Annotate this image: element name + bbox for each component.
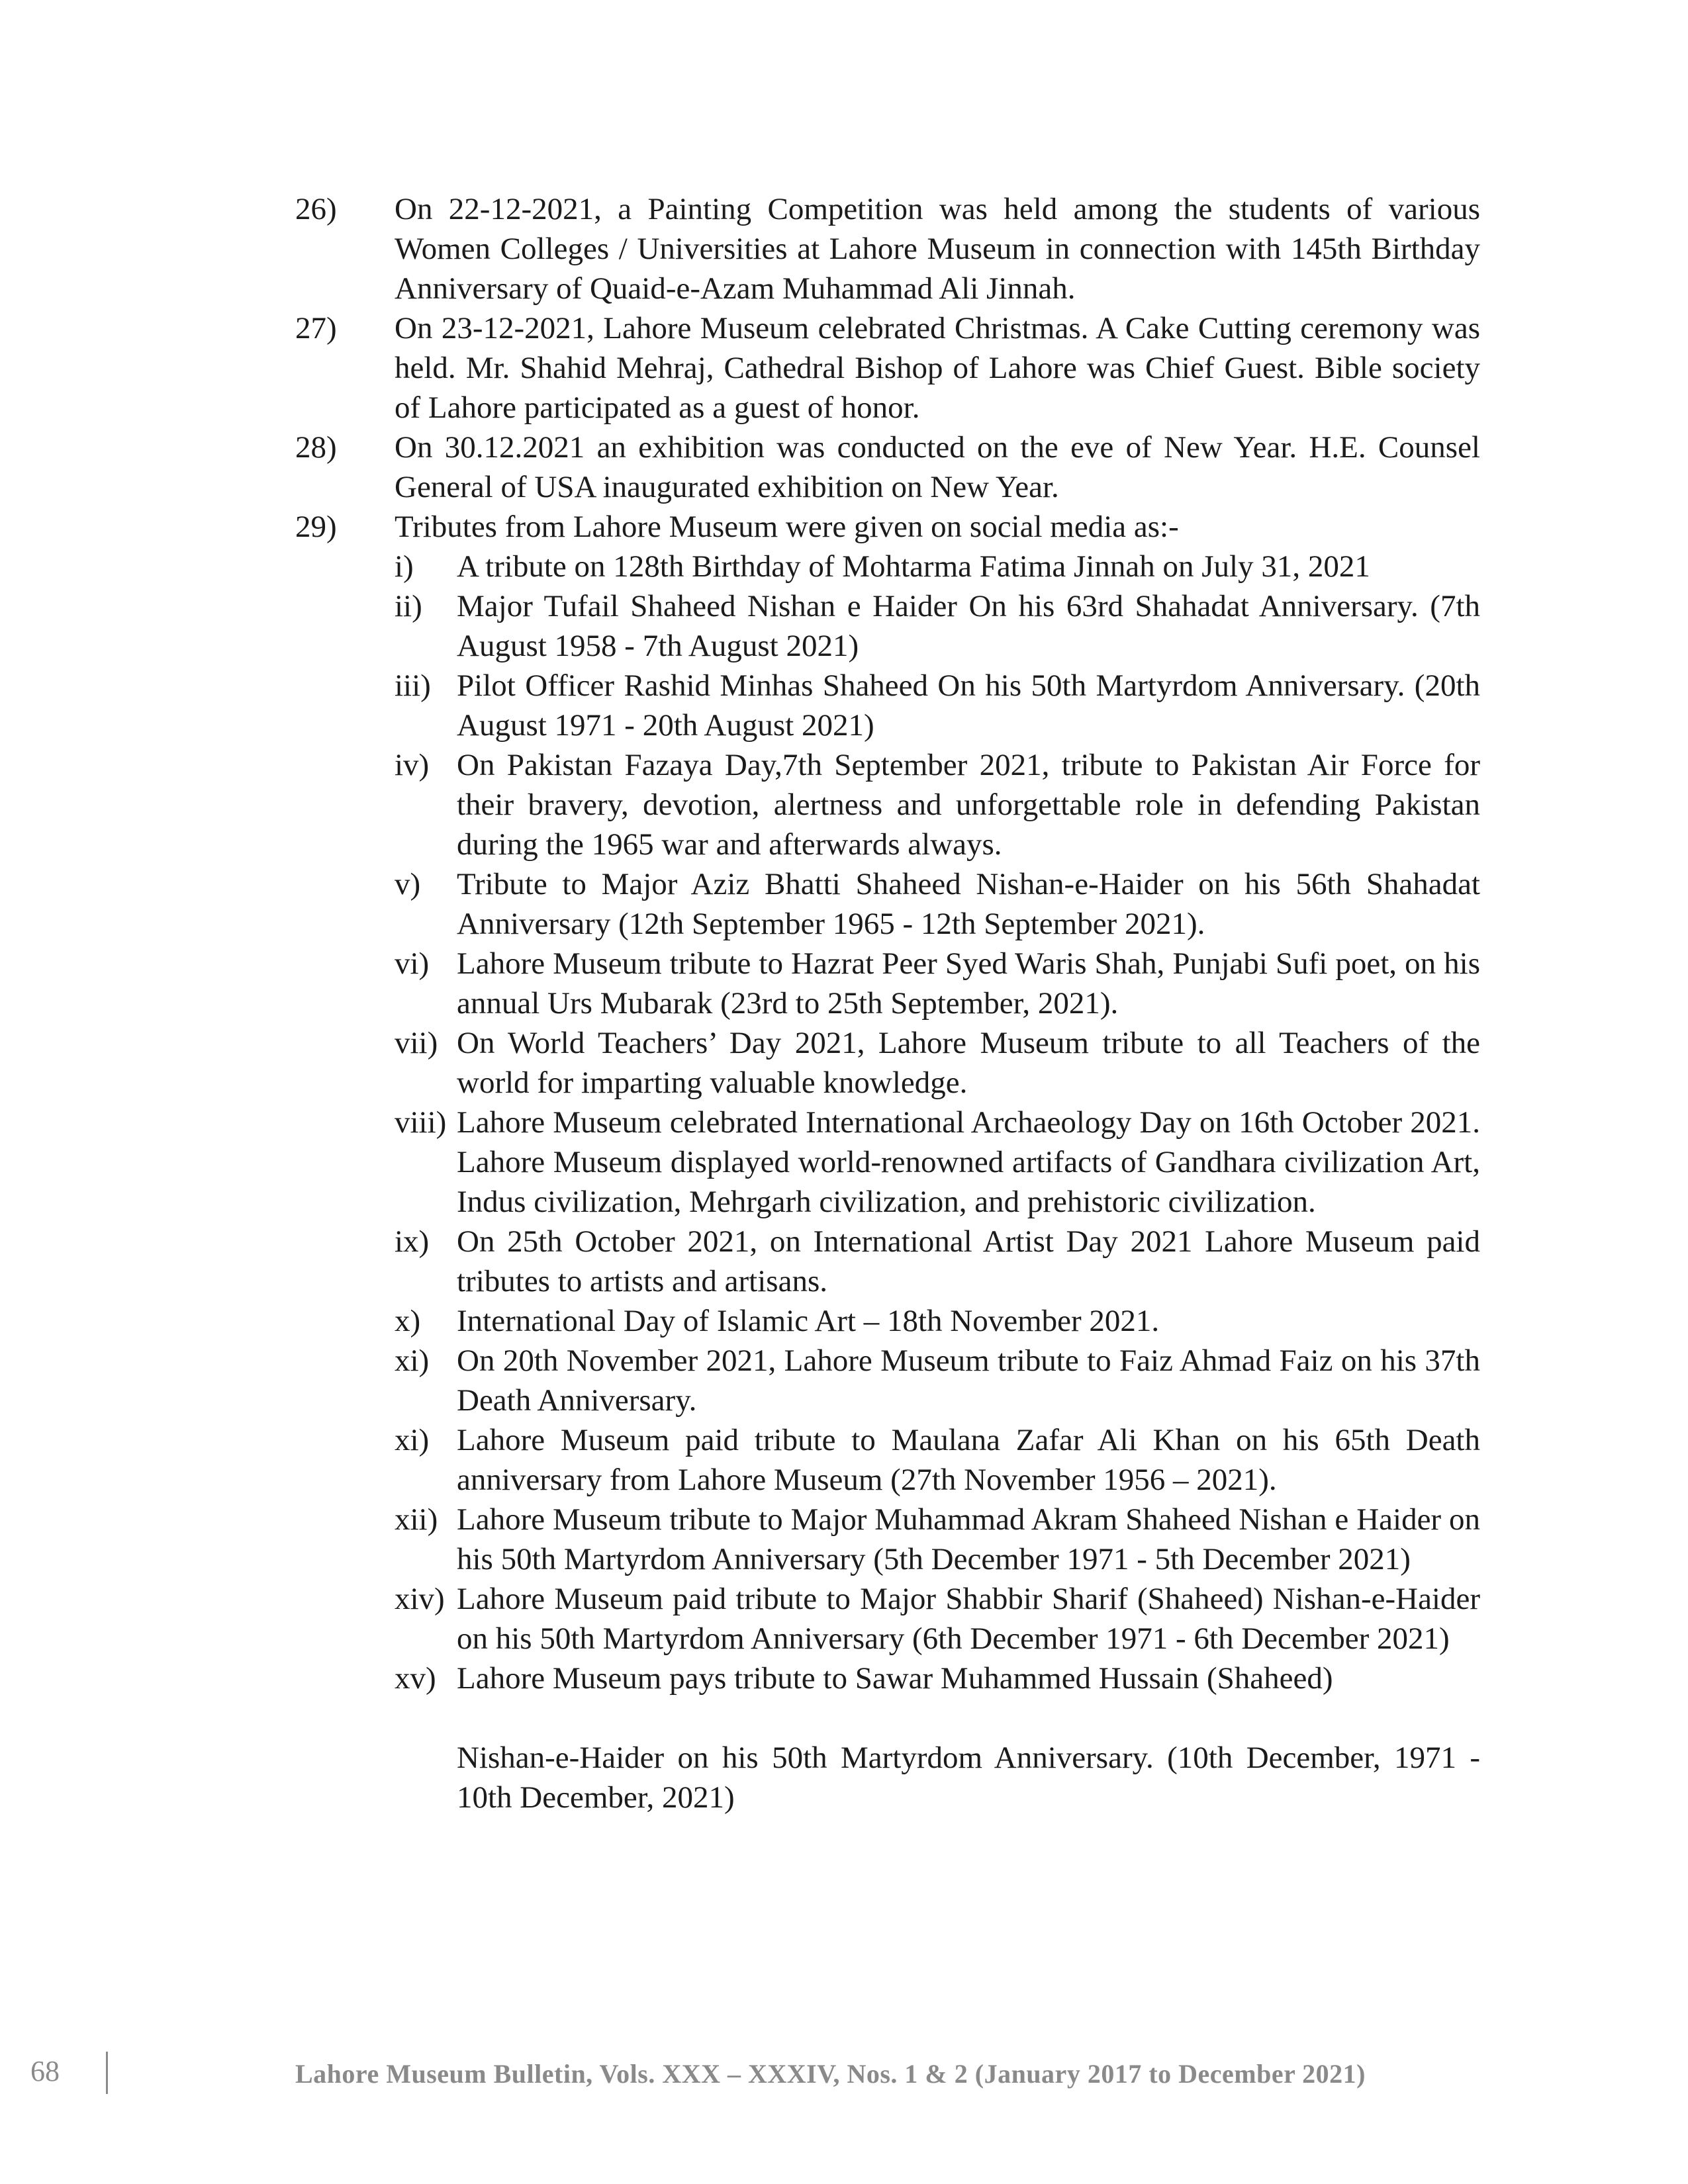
- tribute-text: Pilot Officer Rashid Minhas Shaheed On his 50th Martyrdom Anniversary. (20th August 1971 - 20th August 2021): [457, 668, 1480, 743]
- item-number: 29): [295, 510, 337, 544]
- list-item: [295, 507, 1480, 547]
- tribute-number: xi): [395, 1423, 430, 1457]
- tribute-text: On World Teachers’ Day 2021, Lahore Museum tribute to all Teachers of the world for imparting valuable knowledge.: [457, 1026, 1480, 1100]
- tribute-continuation: [295, 1738, 1480, 1817]
- tribute-item: [295, 1341, 1480, 1420]
- tribute-item: [295, 864, 1480, 944]
- tribute-number: ix): [395, 1224, 430, 1259]
- tribute-number: iv): [395, 748, 430, 782]
- list-item: [295, 308, 1480, 428]
- tribute-number: viii): [395, 1105, 447, 1140]
- item-number: 28): [295, 430, 337, 465]
- list-item: [295, 189, 1480, 308]
- tribute-number: xiv): [395, 1582, 445, 1616]
- tribute-number: iii): [395, 668, 431, 703]
- tribute-text: International Day of Islamic Art – 18th November 2021.: [457, 1304, 1160, 1338]
- tribute-number: xv): [395, 1661, 436, 1696]
- item-number: 27): [295, 311, 337, 345]
- tribute-text: Tribute to Major Aziz Bhatti Shaheed Nishan-e-Haider on his 56th Shahadat Anniversary (12th September 1965 - 12th September 2021).: [457, 867, 1480, 941]
- tribute-text: Lahore Museum paid tribute to Major Shabbir Sharif (Shaheed) Nishan-e-Haider on his 50th Martyrdom Anniversary (6th December 1971 - 6th December 2021): [457, 1582, 1480, 1656]
- tribute-item: [295, 1579, 1480, 1659]
- tribute-text: Major Tufail Shaheed Nishan e Haider On his 63rd Shahadat Anniversary. (7th August 1958 - 7th August 2021): [457, 589, 1480, 663]
- tribute-number: v): [395, 867, 421, 901]
- tribute-text: A tribute on 128th Birthday of Mohtarma Fatima Jinnah on July 31, 2021: [457, 549, 1370, 584]
- item-text: On 23-12-2021, Lahore Museum celebrated Christmas. A Cake Cutting ceremony was held. Mr. Shahid Mehraj, Cathedral Bishop of Lahore was Chief Guest. Bible society of Lahore participated as a guest of honor.: [395, 311, 1480, 425]
- tribute-item: [295, 1103, 1480, 1222]
- tribute-text: Lahore Museum tribute to Hazrat Peer Syed Waris Shah, Punjabi Sufi poet, on his annual Urs Mubarak (23rd to 25th September, 2021).: [457, 946, 1480, 1021]
- tribute-text: Lahore Museum paid tribute to Maulana Zafar Ali Khan on his 65th Death anniversary from Lahore Museum (27th November 1956 – 2021).: [457, 1423, 1480, 1497]
- item-text: On 22-12-2021, a Painting Competition was held among the students of various Women Colleges / Universities at Lahore Museum in connection with 145th Birthday Anniversary of Quaid-e-Azam Muhammad Ali Jinnah.: [395, 192, 1480, 306]
- tribute-text: On Pakistan Fazaya Day,7th September 2021, tribute to Pakistan Air Force for their bravery, devotion, alertness and unforgettable role in defending Pakistan during the 1965 war and afterwards always.: [457, 748, 1480, 862]
- continuation-text: Nishan-e-Haider on his 50th Martyrdom Anniversary. (10th December, 1971 - 10th December, 2021): [457, 1741, 1480, 1815]
- tribute-number: xii): [395, 1502, 438, 1537]
- tribute-text: On 25th October 2021, on International Artist Day 2021 Lahore Museum paid tributes to artists and artisans.: [457, 1224, 1480, 1298]
- tribute-text: On 20th November 2021, Lahore Museum tribute to Faiz Ahmad Faiz on his 37th Death Anniversary.: [457, 1343, 1480, 1418]
- item-number: 26): [295, 192, 337, 226]
- tribute-item: [295, 944, 1480, 1023]
- tribute-text: Lahore Museum pays tribute to Sawar Muhammed Hussain (Shaheed): [457, 1661, 1333, 1696]
- tribute-number: i): [395, 549, 414, 584]
- tribute-text: Lahore Museum celebrated International Archaeology Day on 16th October 2021. Lahore Museum displayed world-renowned artifacts of Gandhara civilization Art, Indus civilization, Mehrgarh civilization, and prehistoric civilization.: [457, 1105, 1480, 1219]
- item-text: On 30.12.2021 an exhibition was conducted on the eve of New Year. H.E. Counsel General of USA inaugurated exhibition on New Year.: [395, 430, 1480, 504]
- tribute-item: [295, 1301, 1480, 1341]
- footer-divider: [106, 2052, 108, 2094]
- page-number: 68: [30, 2055, 60, 2087]
- running-footer: Lahore Museum Bulletin, Vols. XXX – XXXIV, Nos. 1 & 2 (January 2017 to December 2021): [295, 2059, 1366, 2089]
- tribute-item: [295, 1659, 1480, 1698]
- tribute-item: [295, 1222, 1480, 1301]
- tribute-number: vi): [395, 946, 430, 981]
- tribute-item: [295, 666, 1480, 745]
- tribute-item: [295, 1023, 1480, 1103]
- tribute-item: [295, 1500, 1480, 1579]
- tribute-item: [295, 1420, 1480, 1500]
- main-content: [295, 189, 1480, 1817]
- list-item: [295, 428, 1480, 507]
- tribute-number: xi): [395, 1343, 430, 1378]
- tribute-text: Lahore Museum tribute to Major Muhammad Akram Shaheed Nishan e Haider on his 50th Martyrdom Anniversary (5th December 1971 - 5th December 2021): [457, 1502, 1480, 1576]
- tribute-item: [295, 745, 1480, 864]
- item-text: Tributes from Lahore Museum were given on social media as:-: [395, 510, 1179, 544]
- tribute-number: x): [395, 1304, 421, 1338]
- tribute-item: [295, 586, 1480, 666]
- tribute-item: [295, 547, 1480, 586]
- tribute-number: vii): [395, 1026, 438, 1060]
- tribute-number: ii): [395, 589, 422, 623]
- spacer: [295, 1698, 1480, 1738]
